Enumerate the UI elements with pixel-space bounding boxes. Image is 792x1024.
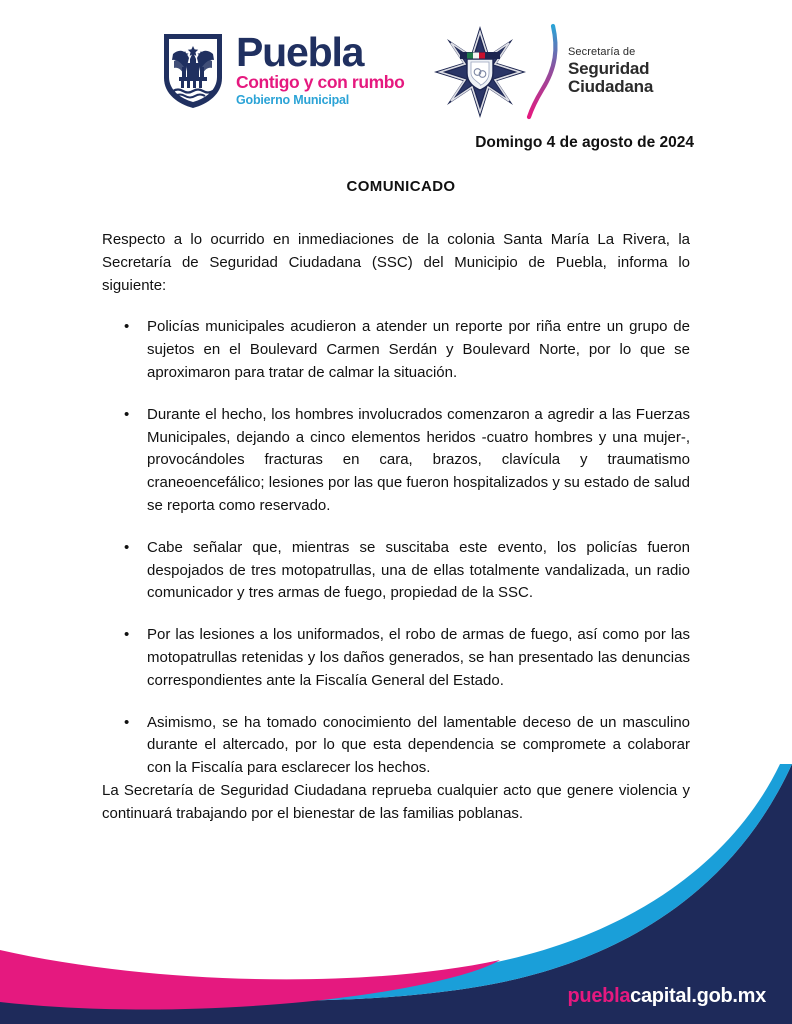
- footer-wave: [0, 764, 792, 1024]
- document-content: [0, 128, 792, 826]
- bullet-marker-icon: •: [124, 538, 130, 556]
- bullet-text: Cabe señalar que, mientras se suscitaba este evento, los policías fueron despojados de tres motopatrullas, una de ellas totalmente vandalizada, un radio comunicador y tres armas de fuego, propiedad de la SSC.: [147, 538, 690, 602]
- puebla-municipal-logo: [160, 26, 404, 114]
- closing-paragraph: La Secretaría de Seguridad Ciudadana reprueba cualquier acto que genere violencia y continuará trabajando por el bienestar de las familias poblanas.: [102, 781, 690, 822]
- bullet-text: Por las lesiones a los uniformados, el robo de armas de fuego, así como por las motopatrullas retenidas y los daños generados, se han presentado las denuncias correspondientes ante la Fiscalía General del Estado.: [147, 626, 690, 689]
- puebla-coat-of-arms-shield-icon: [160, 30, 226, 110]
- puebla-subtitle: Gobierno Municipal: [236, 92, 350, 107]
- intro-paragraph: Respecto a lo ocurrido en inmediaciones de la colonia Santa María La Rivera, la Secretaría de Seguridad Ciudadana (SSC) del Municipio de Puebla, informa lo siguiente:: [102, 231, 690, 294]
- bullet-text: Durante el hecho, los hombres involucrados comenzaron a agredir a las Fuerzas Municipales, dejando a cinco elementos heridos -cuatro hombres y una mujer-, provocándoles fracturas en cara, brazos, clavícula y traumatismo craneoencefálico; lesiones por las que fueron hospitalizados y su estado de salud se reporta como reservado.: [147, 405, 690, 514]
- list-item: [102, 404, 690, 518]
- bullet-marker-icon: •: [124, 626, 130, 644]
- bullet-list: [102, 316, 690, 780]
- bullet-text: Asimismo, se ha tomado conocimiento del lamentable deceso de un masculino durante el altercado, por lo que esta dependencia se compromete a colaborar con la Fiscalía para esclarecer los hechos.: [147, 713, 690, 777]
- website-url-rest: capital.gob.mx: [630, 985, 766, 1007]
- puebla-tagline: Contigo y con rumbo: [236, 72, 405, 93]
- ssc-logo: [432, 22, 653, 122]
- ssc-line-2: Seguridad: [568, 59, 650, 79]
- document-title: COMUNICADO: [346, 178, 456, 195]
- bullet-marker-icon: •: [124, 405, 130, 423]
- bullet-marker-icon: •: [124, 318, 130, 336]
- website-url-accent: puebla: [567, 985, 631, 1007]
- list-item: [102, 624, 690, 692]
- ssc-line-3: Ciudadana: [568, 77, 654, 97]
- gradient-swoosh-icon: [526, 22, 566, 122]
- puebla-wordmark: Puebla: [236, 28, 364, 75]
- document-body: [102, 195, 690, 826]
- bullet-text: Policías municipales acudieron a atender un reporte por riña entre un grupo de sujetos en el Boulevard Carmen Serdán y Boulevard Norte, por lo que se aproximaron para tratar de calmar la situación.: [147, 318, 690, 381]
- ssc-line-1: Secretaría de: [568, 46, 636, 59]
- document-header: [0, 0, 792, 128]
- puebla-wordmark-block: [236, 28, 405, 107]
- list-item: [102, 537, 690, 605]
- document-date: Domingo 4 de agosto de 2024: [475, 134, 694, 151]
- list-item: [102, 316, 690, 384]
- bullet-marker-icon: •: [124, 713, 130, 731]
- ssc-wordmark-block: [568, 47, 653, 97]
- police-star-badge-icon: [432, 24, 528, 120]
- website-url[interactable]: [568, 985, 767, 1008]
